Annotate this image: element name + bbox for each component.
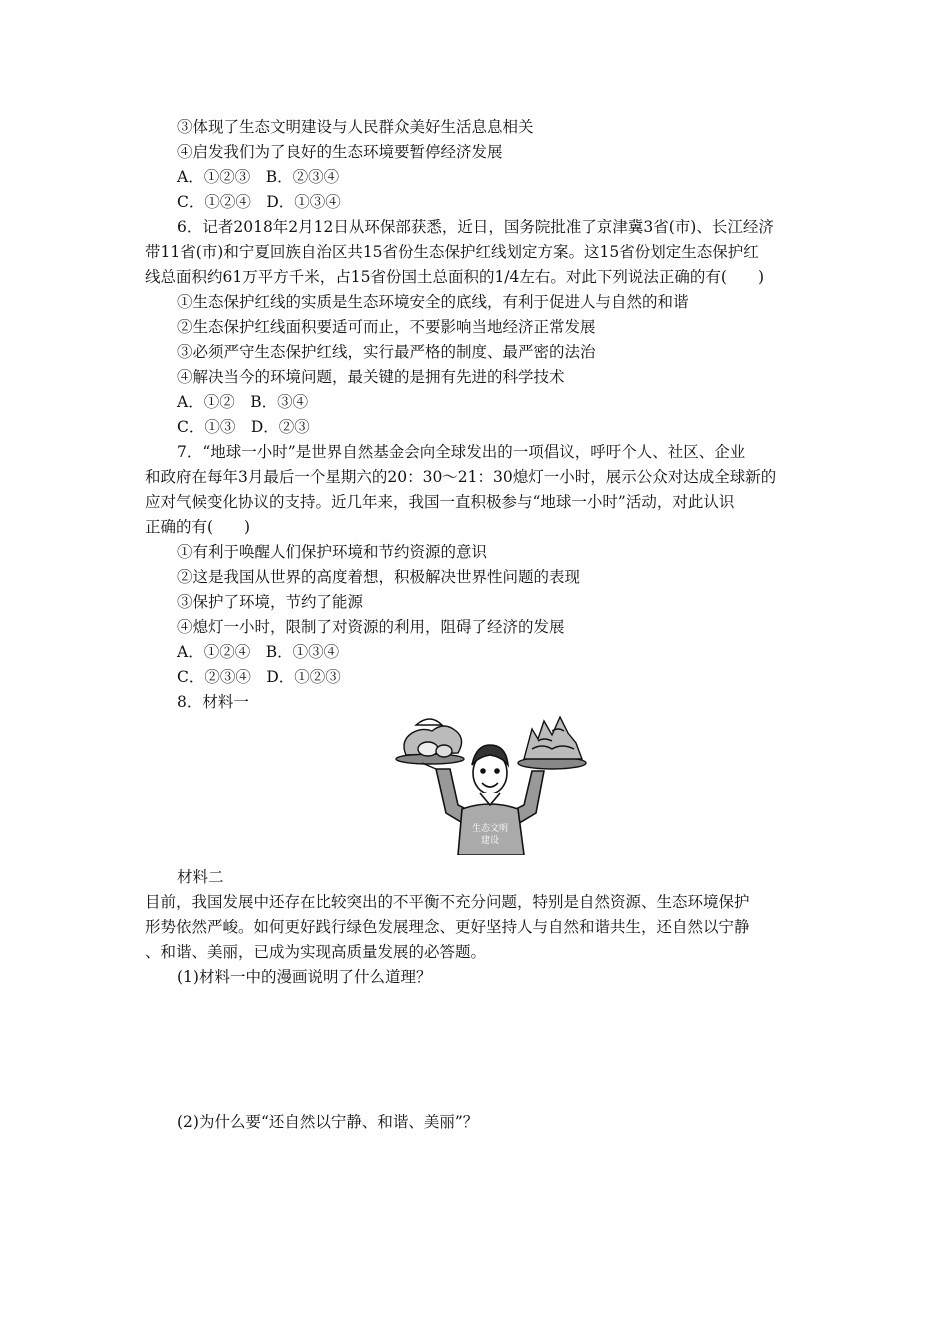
choices-cd-q5: C．①②④ D．①③④ (177, 193, 341, 211)
option-1-q7: ①有利于唤醒人们保护环境和节约资源的意识 (177, 543, 488, 561)
choices-ab-q5: A．①②③ B．②③④ (177, 168, 340, 186)
sub-question-1: (1)材料一中的漫画说明了什么道理？ (177, 968, 432, 986)
shirt-text-2: 建设 (480, 836, 500, 846)
option-3-q6: ③必须严守生态保护红线，实行最严格的制度、最严密的法治 (177, 343, 596, 361)
question-6-line-3: 线总面积约61万平方千米，占15省份国土总面积的1/4左右。对此下列说法正确的有( ) (145, 268, 764, 286)
option-4-q6: ④解决当今的环境问题，最关键的是拥有先进的科学技术 (177, 368, 565, 386)
question-7-line-1: 7．“地球一小时”是世界自然基金会向全球发出的一项倡议，呼吁个人、社区、企业 (177, 443, 746, 461)
question-7-line-4: 正确的有( ) (145, 518, 251, 536)
option-1-q6: ①生态保护红线的实质是生态环境安全的底线，有利于促进人与自然的和谐 (177, 293, 689, 311)
mountain-tray-icon (518, 717, 586, 769)
option-4-q5: ④启发我们为了良好的生态环境要暂停经济发展 (177, 143, 503, 161)
material-2-line-2: 形势依然严峻。如何更好践行绿色发展理念、更好坚持人与自然和谐共生，还自然以宁静 (145, 918, 750, 936)
question-6-line-2: 带11省(市)和宁夏回族自治区共15省份生态保护红线划定方案。这15省份划定生态保护红 (145, 243, 759, 261)
shirt-text-1: 生态文明 (471, 824, 509, 834)
choices-ab-q7: A．①②④ B．①③④ (177, 643, 340, 661)
question-6-line-1: 6．记者2018年2月12日从环保部获悉，近日，国务院批准了京津冀3省(市)、长江经济 (177, 218, 774, 236)
choices-cd-q7: C．②③④ D．①②③ (177, 668, 341, 686)
choices-cd-q6: C．①③ D．②③ (177, 418, 310, 436)
option-2-q7: ②这是我国从世界的高度着想，积极解决世界性问题的表现 (177, 568, 581, 586)
choices-ab-q6: A．①② B．③④ (177, 393, 309, 411)
gold-tray-icon (396, 719, 464, 769)
option-3-q5: ③体现了生态文明建设与人民群众美好生活息息相关 (177, 118, 534, 136)
cartoon-illustration (392, 713, 588, 855)
question-7-line-2: 和政府在每年3月最后一个星期六的20：30～21：30熄灯一小时，展示公众对达成全球新的 (145, 468, 777, 486)
material-2-line-1: 目前，我国发展中还存在比较突出的不平衡不充分问题，特别是自然资源、生态环境保护 (145, 893, 750, 911)
question-8-material-1-label: 8．材料一 (177, 693, 249, 711)
option-3-q7: ③保护了环境，节约了能源 (177, 593, 364, 611)
material-2-line-3: 、和谐、美丽，已成为实现高质量发展的必答题。 (145, 943, 487, 961)
material-2-label: 材料二 (177, 868, 224, 886)
question-7-line-3: 应对气候变化协议的支持。近几年来，我国一直积极参与“地球一小时”活动，对此认识 (145, 493, 735, 511)
sub-question-2: (2)为什么要“还自然以宁静、和谐、美丽”？ (177, 1113, 479, 1131)
option-2-q6: ②生态保护红线面积要适可而止，不要影响当地经济正常发展 (177, 318, 596, 336)
option-4-q7: ④熄灯一小时，限制了对资源的利用，阻碍了经济的发展 (177, 618, 565, 636)
